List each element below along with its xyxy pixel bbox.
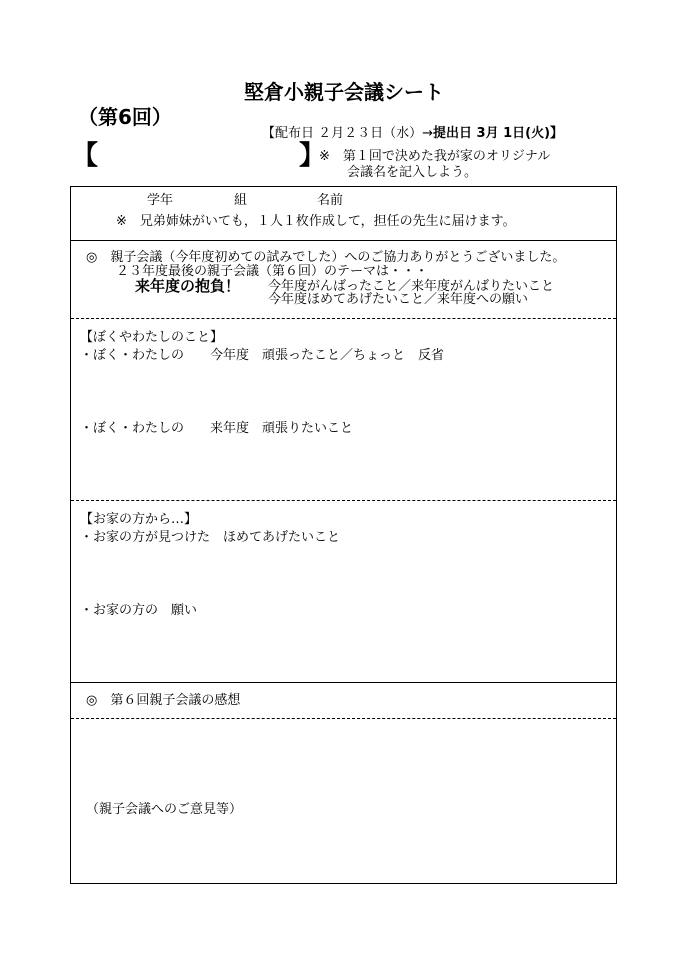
- grade-label: 学年: [147, 193, 174, 208]
- name-label: 名前: [317, 193, 344, 208]
- divider-intro: [71, 318, 616, 319]
- submission-date: 提出日 3月 1日(火)】: [433, 126, 564, 141]
- family-section-heading: 【お家の方から…】: [80, 512, 198, 527]
- thanks-message: ◎ 親子会議（今年度初めての試みでした）へのご協力ありがとうございました。: [86, 250, 566, 265]
- meeting-name-note-line1: ※ 第１回で決めた我が家のオリジナル: [319, 149, 551, 164]
- theme-line-1: 今年度がんばったこと／来年度がんばりたいこと: [268, 279, 555, 294]
- class-label: 組: [234, 193, 248, 208]
- distribution-dates: [262, 122, 563, 141]
- theme-intro: ２３年度最後の親子会議（第６回）のテーマは・・・: [116, 264, 429, 279]
- child-question-next-year: ・ぼく・わたしの 来年度 頑張りたいこと: [80, 421, 354, 436]
- meeting-name-note: [319, 149, 550, 181]
- divider-info: [71, 240, 616, 241]
- meeting-name-note-line2: 会議名を記入しよう。: [347, 165, 478, 180]
- distribution-date: 【配布日 ２月２３日（水）→: [262, 126, 434, 141]
- sheet-title: 堅倉小親子会議シート: [244, 80, 444, 104]
- divider-family: [71, 682, 616, 683]
- round-number: （第6回）: [78, 105, 172, 129]
- family-question-wish: ・お家の方の 願い: [80, 603, 198, 618]
- child-question-this-year: ・ぼく・わたしの 今年度 頑張ったこと／ちょっと 反省: [80, 348, 445, 363]
- impression-heading: ◎ 第６回親子会議の感想: [86, 693, 241, 708]
- family-question-praise: ・お家の方が見つけた ほめてあげたいこと: [80, 530, 341, 545]
- child-section-heading: 【ぼくやわたしのこと】: [80, 330, 224, 345]
- worksheet-frame: [70, 186, 617, 884]
- opinion-label: （親子会議へのご意見等）: [86, 802, 243, 817]
- divider-impression: [71, 718, 616, 719]
- divider-child: [71, 500, 616, 501]
- theme-title: 来年度の抱負！: [135, 277, 241, 295]
- theme-line-2: 今年度ほめてあげたいこと／来年度への願い: [268, 292, 529, 307]
- sibling-note: ※ 兄弟姉妹がいても，１人１枚作成して，担任の先生に届けます。: [116, 214, 516, 229]
- meeting-name-bracket-close: 】: [299, 141, 326, 171]
- meeting-name-bracket-open: 【: [72, 141, 99, 171]
